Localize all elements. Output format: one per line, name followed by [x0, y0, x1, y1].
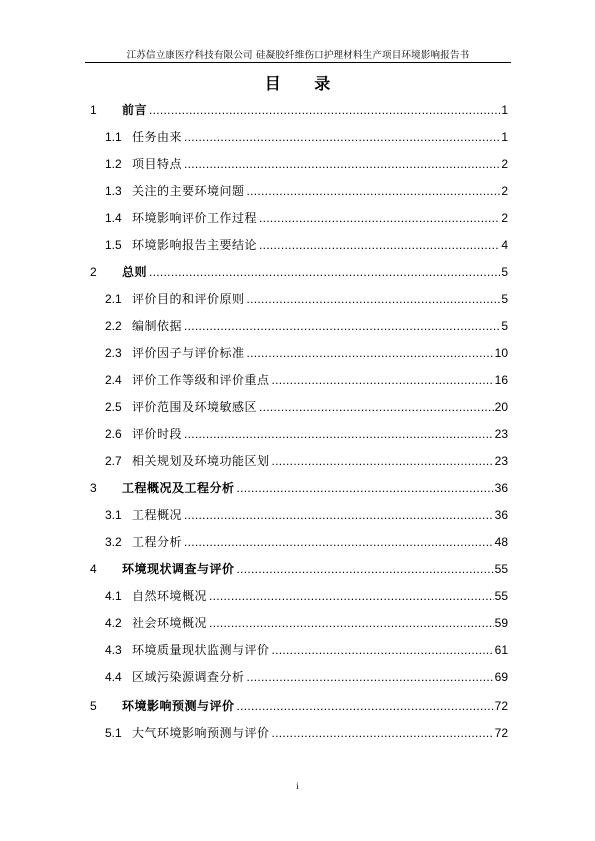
toc-entry-number: 4.4 — [105, 670, 122, 684]
toc-entry-page: 36 — [494, 481, 508, 495]
dot-leader — [272, 452, 494, 470]
toc-entry-page: 1 — [501, 103, 508, 117]
toc-entry-number: 2.7 — [105, 454, 122, 468]
toc-entry-page: 20 — [494, 400, 508, 414]
page-number: i — [296, 781, 299, 791]
toc-entry-title: 自然环境概况 — [132, 589, 208, 603]
toc-entry-title: 评价因子与评价标准 — [132, 346, 245, 360]
toc-entry-1-1[interactable] — [90, 128, 508, 146]
dot-leader — [247, 290, 501, 308]
toc-entry-page: 4 — [501, 238, 508, 252]
toc-entry-title: 环境影响报告主要结论 — [132, 238, 258, 252]
toc-entry-4-2[interactable] — [90, 614, 508, 632]
toc-entry-number: 4 — [90, 562, 97, 576]
toc-entry-title: 工程概况 — [132, 508, 183, 522]
toc-entry-title: 评价工作等级和评价重点 — [132, 373, 270, 387]
toc-entry-page: 1 — [501, 130, 508, 144]
dot-leader — [149, 263, 500, 281]
dot-leader — [237, 560, 494, 578]
toc-entry-page: 5 — [501, 292, 508, 306]
toc-entry-page: 2 — [501, 184, 508, 198]
toc-entry-number: 4.3 — [105, 643, 122, 657]
dot-leader — [184, 155, 500, 173]
dot-leader — [149, 101, 500, 119]
toc-entry-number: 4.1 — [105, 589, 122, 603]
toc-entry-page: 59 — [494, 616, 508, 630]
toc-entry-title: 工程概况及工程分析 — [122, 481, 235, 495]
toc-entry-page: 48 — [494, 535, 508, 549]
toc-entry-title: 环境影响评价工作过程 — [132, 211, 258, 225]
toc-entry-number: 3.1 — [105, 508, 122, 522]
toc-entry-title: 社会环境概况 — [132, 616, 208, 630]
toc-entry-5-1[interactable] — [90, 724, 508, 742]
toc-entry-1-2[interactable] — [90, 155, 508, 173]
toc-entry-2-6[interactable] — [90, 425, 508, 443]
dot-leader — [272, 641, 494, 659]
toc-entry-number: 3 — [90, 481, 97, 495]
dot-leader — [259, 236, 500, 254]
toc-entry-title: 环境影响预测与评价 — [122, 699, 235, 713]
toc-entry-title: 大气环境影响预测与评价 — [132, 726, 270, 740]
toc-entry-2-4[interactable] — [90, 371, 508, 389]
toc-entry-title: 编制依据 — [132, 319, 183, 333]
dot-leader — [209, 614, 494, 632]
toc-entry-number: 2.2 — [105, 319, 122, 333]
toc-entry-number: 2.3 — [105, 346, 122, 360]
toc-entry-3-1[interactable] — [90, 506, 508, 524]
dot-leader — [272, 724, 494, 742]
toc-entry-1-5[interactable] — [90, 236, 508, 254]
toc-entry-4[interactable] — [90, 560, 508, 578]
toc-entry-number: 2.1 — [105, 292, 122, 306]
toc-entry-title: 任务由来 — [132, 130, 183, 144]
toc-entry-number: 3.2 — [105, 535, 122, 549]
toc-entry-title: 环境现状调查与评价 — [122, 562, 235, 576]
toc-entry-number: 2.5 — [105, 400, 122, 414]
dot-leader — [184, 533, 494, 551]
toc-entry-2-3[interactable] — [90, 344, 508, 362]
toc-entry-1-3[interactable] — [90, 182, 508, 200]
toc-entry-title: 区域污染源调查分析 — [132, 670, 245, 684]
dot-leader — [184, 506, 494, 524]
toc-entry-number: 1.4 — [105, 211, 122, 225]
toc-entry-2-2[interactable] — [90, 317, 508, 335]
toc-entry-title: 关注的主要环境问题 — [132, 184, 245, 198]
toc-entry-2-5[interactable] — [90, 398, 508, 416]
dot-leader — [247, 668, 494, 686]
toc-entry-title: 相关规划及环境功能区划 — [132, 454, 270, 468]
dot-leader — [247, 344, 494, 362]
dot-leader — [259, 398, 494, 416]
toc-entry-page: 55 — [494, 589, 508, 603]
toc-entry-title: 环境质量现状监测与评价 — [132, 643, 270, 657]
toc-entry-page: 5 — [501, 319, 508, 333]
toc-entry-page: 72 — [494, 726, 508, 740]
toc-entry-number: 4.2 — [105, 616, 122, 630]
toc-entry-title: 前言 — [122, 103, 148, 117]
toc-entry-page: 72 — [494, 699, 508, 713]
toc-entry-title: 评价范围及环境敏感区 — [132, 400, 258, 414]
toc-entry-page: 69 — [494, 670, 508, 684]
toc-entry-page: 61 — [494, 643, 508, 657]
toc-entry-title: 工程分析 — [132, 535, 183, 549]
toc-entry-1-4[interactable] — [90, 209, 508, 227]
toc-entry-page: 2 — [501, 211, 508, 225]
toc-entry-2-1[interactable] — [90, 290, 508, 308]
toc-entry-3[interactable] — [90, 479, 508, 497]
toc-entry-2[interactable] — [90, 263, 508, 281]
toc-entry-4-4[interactable] — [90, 668, 508, 686]
toc-entry-1[interactable] — [90, 101, 508, 119]
toc-entry-5[interactable] — [90, 697, 508, 715]
toc-entry-page: 55 — [494, 562, 508, 576]
dot-leader — [259, 209, 500, 227]
toc-entry-page: 5 — [501, 265, 508, 279]
toc-entry-number: 5 — [90, 699, 97, 713]
toc-entry-4-1[interactable] — [90, 587, 508, 605]
toc-entry-number: 2.6 — [105, 427, 122, 441]
toc-entry-number: 5.1 — [105, 726, 122, 740]
toc-entry-4-3[interactable] — [90, 641, 508, 659]
dot-leader — [184, 317, 500, 335]
toc-entry-title: 评价时段 — [132, 427, 183, 441]
toc-entry-number: 1.5 — [105, 238, 122, 252]
toc-entry-2-7[interactable] — [90, 452, 508, 470]
dot-leader — [237, 697, 494, 715]
toc-entry-page: 36 — [494, 508, 508, 522]
toc-entry-page: 23 — [494, 454, 508, 468]
toc-entry-title: 评价目的和评价原则 — [132, 292, 245, 306]
toc-entry-number: 1 — [90, 103, 97, 117]
dot-leader — [209, 587, 494, 605]
toc-entry-page: 23 — [494, 427, 508, 441]
dot-leader — [184, 128, 500, 146]
toc-entry-3-2[interactable] — [90, 533, 508, 551]
toc-entry-page: 2 — [501, 157, 508, 171]
dot-leader — [237, 479, 494, 497]
toc-entry-page: 16 — [494, 373, 508, 387]
dot-leader — [247, 182, 501, 200]
toc-entry-number: 2 — [90, 265, 97, 279]
toc-entry-number: 1.2 — [105, 157, 122, 171]
dot-leader — [184, 425, 494, 443]
toc-entry-number: 1.1 — [105, 130, 122, 144]
toc-entry-page: 10 — [494, 346, 508, 360]
toc-entry-number: 2.4 — [105, 373, 122, 387]
toc-entry-title: 项目特点 — [132, 157, 183, 171]
running-header: 江苏信立康医疗科技有限公司 硅凝胶纤维伤口护理材料生产项目环境影响报告书 — [126, 50, 470, 61]
toc-entry-number: 1.3 — [105, 184, 122, 198]
toc-title: 目 录 — [264, 74, 345, 93]
toc-entry-title: 总则 — [122, 265, 148, 279]
dot-leader — [272, 371, 494, 389]
